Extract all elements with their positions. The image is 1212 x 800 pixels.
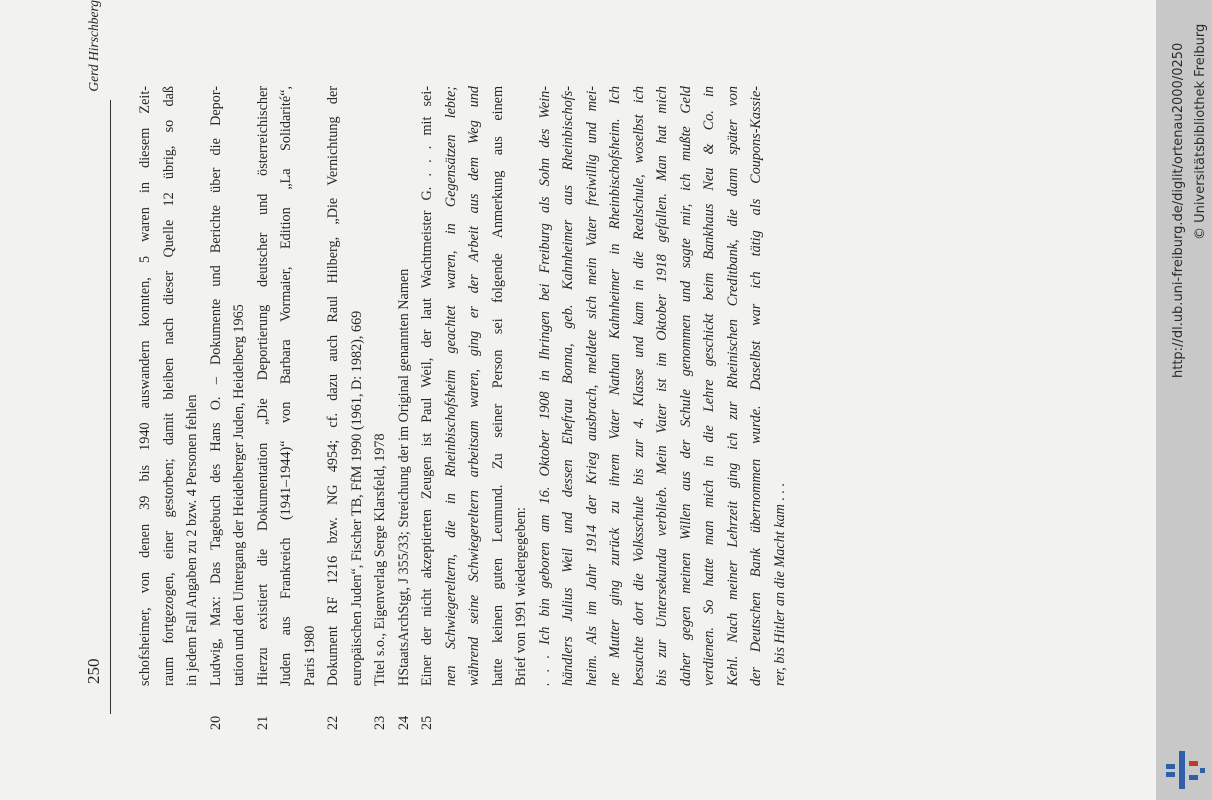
footnote-number: 20	[207, 715, 224, 730]
footnote-line: besuchte dort die Volksschule bis zur 4. Klasse und kam in die Realschule, woselbst ich	[630, 86, 647, 686]
footnote-number: 22	[325, 715, 341, 730]
footnote-line: Einer der nicht akzeptierten Zeugen ist Paul Weil, der laut Wachtmeister G. . . . mit sei-	[419, 86, 435, 686]
footnote-line: ne Mutter ging zurück zu ihrem Vater Nathan Kahnheimer in Rheinbischofsheim. Ich	[607, 86, 623, 686]
footnote-line: in jedem Fall Angaben zu 2 bzw. 4 Personen fehlen	[184, 394, 200, 686]
footnote-line: händlers Julius Weil und dessen Ehefrau Bonna, geb. Kahnheimer aus Rheinbischofs-	[560, 86, 576, 686]
footnote-line: Brief von 1991 wiedergegeben:	[513, 507, 529, 686]
footnote-line: schofsheimer, von denen 39 bis 1940 auswandern konnten, 5 waren in diesem Zeit-	[137, 86, 153, 686]
copyright-notice: © Universitätsbibliothek Freiburg	[1193, 23, 1208, 240]
footnote-line: verdienen. So hatte man mich in die Lehre geschickt beim Bankhaus Neu & Co. in	[701, 86, 717, 686]
footnote-line: HStaatsArchStgt, J 355/33; Streichung der im Original genannten Namen	[395, 268, 412, 686]
footnote-line: Paris 1980	[301, 625, 318, 686]
page-number: 250	[84, 658, 103, 684]
footnote-line: Ludwig, Max: Das Tagebuch des Hans O. – Dokumente und Berichte über die Depor-	[207, 86, 224, 686]
footnote-number: 21	[254, 715, 271, 730]
running-head: Gerd Hirschberg	[86, 0, 101, 92]
footnote-line: Juden aus Frankreich (1941–1944)“ von Barbara Vormaier, Edition „La Solidarité“,	[278, 86, 294, 686]
footnote-line: Dokument RF 1216 bzw. NG 4954; cf. dazu auch Raul Hilberg, „Die Vernichtung der	[325, 86, 341, 686]
ub-freiburg-logo-icon	[1163, 748, 1207, 792]
footnote-line: Kehl. Nach meiner Lehrzeit ging ich zur Rheinischen Creditbank, die dann später von	[724, 86, 741, 686]
footnote-line: Titel s.o., Eigenverlag Serge Klarsfeld, 1978	[372, 433, 388, 686]
source-url[interactable]: http://dl.ub.uni-freiburg.de/diglit/ortenau2000/0250	[1171, 42, 1186, 378]
footnote-line: während seine Schwiegereltern arbeitsam waren, ging er der Arbeit aus dem Weg und	[466, 86, 482, 686]
footnote-line: heim. Als im Jahr 1914 der Krieg ausbrach, meldete sich mein Vater freiwillig und mei-	[583, 86, 600, 686]
footnote-line: der Deutschen Bank übernommen wurde. Daselbst war ich tätig als Coupons-Kassie-	[748, 86, 764, 686]
header-rule	[110, 100, 111, 714]
footnote-number: 23	[372, 715, 388, 730]
footnote-number: 25	[419, 715, 435, 730]
footnote-line: nen Schwiegereltern, die in Rheinbischofsheim geachtet waren, in Gegensätzen lebte;	[442, 86, 459, 686]
footnote-line: . . . Ich bin geboren am 16. Oktober 1908 in Ihringen bei Freiburg als Sohn des Wein-	[536, 86, 553, 686]
footnote-line: hatte keinen guten Leumund. Zu seiner Person sei folgende Anmerkung aus einem	[489, 86, 506, 686]
footnote-line: tation und den Untergang der Heidelberger Juden, Heidelberg 1965	[231, 304, 247, 686]
footnote-line: bis zur Untersekunda verblieb. Mein Vater ist im Oktober 1918 gefallen. Man hat mich	[654, 86, 670, 686]
footnote-line: europäischen Juden“, Fischer TB, FfM 1990 (1961, D: 1982), 669	[348, 310, 365, 686]
footnote-number: 24	[395, 715, 412, 730]
footnote-line: daher gegen meinen Willen aus der Schule genommen und sagte mir, ich mußte Geld	[677, 86, 694, 686]
footnote-line: raum fortgezogen, einer gestorben; damit bleiben nach dieser Quelle 12 übrig, so daß	[160, 86, 177, 686]
footnote-line: Hierzu existiert die Dokumentation „Die Deportierung deutscher und österreichischer	[254, 86, 271, 686]
side-text	[1169, 18, 1209, 408]
footnote-line: rer, bis Hitler an die Macht kam . . .	[771, 482, 788, 686]
